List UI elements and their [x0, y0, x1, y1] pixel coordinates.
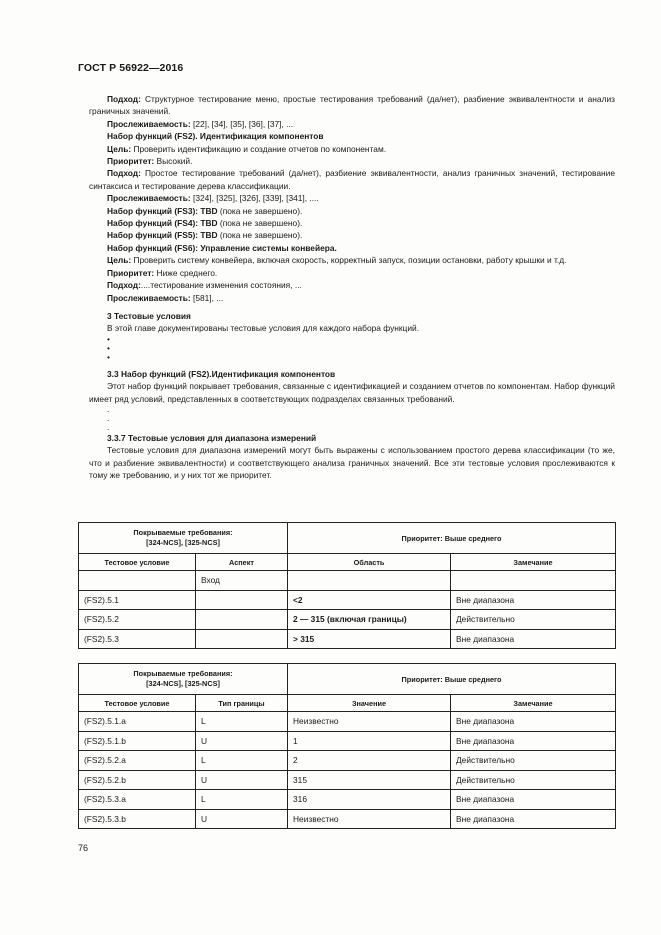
text: (пока не завершено).: [217, 205, 303, 216]
ellipsis-dot: .: [107, 403, 110, 414]
table-row: [79, 610, 616, 630]
condition-cell: (FS2).5.2.b: [79, 770, 196, 790]
text: [324], [325], [326], [339], [341], ....: [190, 193, 319, 204]
label: Подход:: [107, 280, 141, 291]
label: Набор функций (FS4): TBD: [107, 218, 218, 229]
section-heading: 3.3.7 Тестовые условия для диапазона измерений: [107, 432, 317, 443]
label: Прослеживаемость:: [107, 292, 191, 303]
covered-label: Покрываемые требования:: [133, 669, 233, 678]
bullet: •: [107, 351, 110, 362]
boundary-type-cell: U: [196, 731, 288, 751]
text: Простое тестирование требований (да/нет), разбиение эквивалентности, анализ граничных значений, тестирование синтаксиса и тестирование дерева классификации.: [89, 168, 615, 191]
label: Прослеживаемость:: [107, 193, 191, 204]
condition-cell: (FS2).5.2.a: [79, 751, 196, 771]
page-header-title: ГОСТ Р 56922—2016: [78, 62, 184, 74]
covered-label: Покрываемые требования:: [133, 528, 233, 537]
condition-cell: (FS2).5.3: [79, 629, 196, 649]
paragraph: [89, 143, 615, 155]
table-row: [79, 629, 616, 649]
priority-cell: Приоритет: Выше среднего: [288, 523, 616, 554]
condition-cell: (FS2).5.1.b: [79, 731, 196, 751]
text: ....тестирование изменения состояния, ...: [140, 280, 302, 291]
value-cell: 315: [288, 770, 451, 790]
boundary-type-cell: U: [196, 809, 288, 829]
covered-requirements-cell: [79, 664, 288, 695]
paragraph: Набор функций (FS6): Управление системы конвейера.: [107, 242, 337, 253]
boundary-type-cell: L: [196, 751, 288, 771]
column-header: Аспект: [196, 554, 288, 571]
covered-requirements-cell: [79, 523, 288, 554]
boundary-type-cell: L: [196, 712, 288, 732]
text: Структурное тестирование меню, простые тестирования требований (да/нет), разбиение эквивалентности и анализ граничных значений.: [89, 94, 615, 117]
column-header: Замечание: [451, 554, 616, 571]
aspect-cell: [196, 590, 288, 610]
text: [581], ...: [190, 292, 224, 303]
label: Подход:: [107, 94, 141, 104]
covered-ids: [324-NCS], [325-NCS]: [146, 679, 220, 688]
aspect-cell: Вход: [196, 571, 288, 591]
ellipsis-dot: .: [107, 412, 110, 423]
text: (пока не завершено).: [217, 218, 303, 229]
table-row: [79, 809, 616, 829]
paragraph: [89, 167, 615, 192]
note-cell: Вне диапазона: [451, 712, 616, 732]
note-cell: Вне диапазона: [451, 590, 616, 610]
note-cell: Вне диапазона: [451, 731, 616, 751]
paragraph: Набор функций (FS2). Идентификация компонентов: [107, 131, 324, 142]
value-cell: 1: [288, 731, 451, 751]
table-row: [79, 731, 616, 751]
paragraph: Этот набор функций покрывает требования, связанные с идентификацией и созданием отчетов по компонентам. Набор функций имеет ряд условий, представленных в соответствующих подразделах связанных требований.: [89, 381, 615, 404]
column-header: Тип границы: [196, 695, 288, 712]
paragraph: [89, 192, 615, 204]
note-cell: Вне диапазона: [451, 629, 616, 649]
note-cell: Вне диапазона: [451, 790, 616, 810]
paragraph: [89, 217, 615, 229]
table-row: [79, 571, 616, 591]
paragraph: [89, 118, 615, 130]
paragraph: [89, 155, 615, 167]
table-row: [79, 770, 616, 790]
column-header: Область: [288, 554, 451, 571]
table-row: [79, 712, 616, 732]
table-row: [79, 751, 616, 771]
paragraph: [89, 292, 615, 304]
value-cell: Неизвестно: [288, 712, 451, 732]
label: Набор функций (FS5): TBD: [107, 230, 218, 241]
aspect-cell: [196, 629, 288, 649]
text: [22], [34], [35], [36], [37], ...: [190, 118, 294, 129]
text: Высокий.: [154, 156, 193, 167]
table-row: [79, 790, 616, 810]
condition-cell: (FS2).5.2: [79, 610, 196, 630]
value-cell: 316: [288, 790, 451, 810]
boundary-table: [78, 663, 616, 829]
paragraph: [89, 93, 615, 118]
paragraph: [89, 229, 615, 241]
text: Проверить идентификацию и создание отчетов по компонентам.: [131, 143, 387, 154]
column-header: Замечание: [451, 695, 616, 712]
paragraph: [89, 205, 615, 217]
range-table: [78, 522, 616, 649]
column-header: Тестовое условие: [79, 695, 196, 712]
column-header: Значение: [288, 695, 451, 712]
label: Цель:: [107, 255, 132, 266]
section-heading: 3 Тестовые условия: [107, 310, 191, 321]
text: Проверить систему конвейера, включая скорость, корректный запуск, позиции остановки, работу крышки и т.д.: [131, 255, 567, 266]
ellipsis-dot: .: [107, 421, 110, 432]
paragraph: [89, 254, 615, 266]
priority-cell: Приоритет: Выше среднего: [288, 664, 616, 695]
label: Подход:: [107, 168, 141, 179]
condition-cell: (FS2).5.3.a: [79, 790, 196, 810]
condition-cell: (FS2).5.3.b: [79, 809, 196, 829]
text: (пока не завершено).: [217, 230, 303, 241]
note-cell: Действительно: [451, 610, 616, 630]
boundary-type-cell: U: [196, 770, 288, 790]
area-cell: > 315: [288, 629, 451, 649]
label: Приоритет:: [107, 267, 155, 278]
label: Приоритет:: [107, 156, 155, 167]
paragraph: [89, 279, 615, 291]
value-cell: 2: [288, 751, 451, 771]
section-heading: 3.3 Набор функций (FS2).Идентификация компонентов: [107, 368, 336, 379]
covered-ids: [324-NCS], [325-NCS]: [146, 538, 220, 547]
aspect-cell: [196, 610, 288, 630]
note-cell: Действительно: [451, 751, 616, 771]
column-header: Тестовое условие: [79, 554, 196, 571]
label: Цель:: [107, 143, 132, 154]
document-body: [89, 93, 615, 482]
paragraph: [89, 267, 615, 279]
area-cell: 2 — 315 (включая границы): [288, 610, 451, 630]
paragraph: Тестовые условия для диапазона измерений могут быть выражены с использованием простого дерева классификации (то же, что и разбиение эквивалентности) и соответствующего анализа граничных значений. Все эти тестовые условия прослеживаются к тому же требованию, и у них тот же приоритет.: [89, 445, 615, 481]
condition-cell: (FS2).5.1: [79, 590, 196, 610]
value-cell: Неизвестно: [288, 809, 451, 829]
paragraph: В этой главе документированы тестовые условия для каждого набора функций.: [107, 323, 420, 334]
area-cell: <2: [288, 590, 451, 610]
label: Прослеживаемость:: [107, 118, 191, 129]
page-number: 76: [78, 843, 89, 853]
label: Набор функций (FS3): TBD: [107, 205, 218, 216]
condition-cell: (FS2).5.1.a: [79, 712, 196, 732]
note-cell: Вне диапазона: [451, 809, 616, 829]
bullet: •: [107, 333, 110, 344]
bullet: •: [107, 342, 110, 353]
text: Ниже среднего.: [154, 267, 218, 278]
boundary-type-cell: L: [196, 790, 288, 810]
note-cell: Действительно: [451, 770, 616, 790]
table-row: [79, 590, 616, 610]
